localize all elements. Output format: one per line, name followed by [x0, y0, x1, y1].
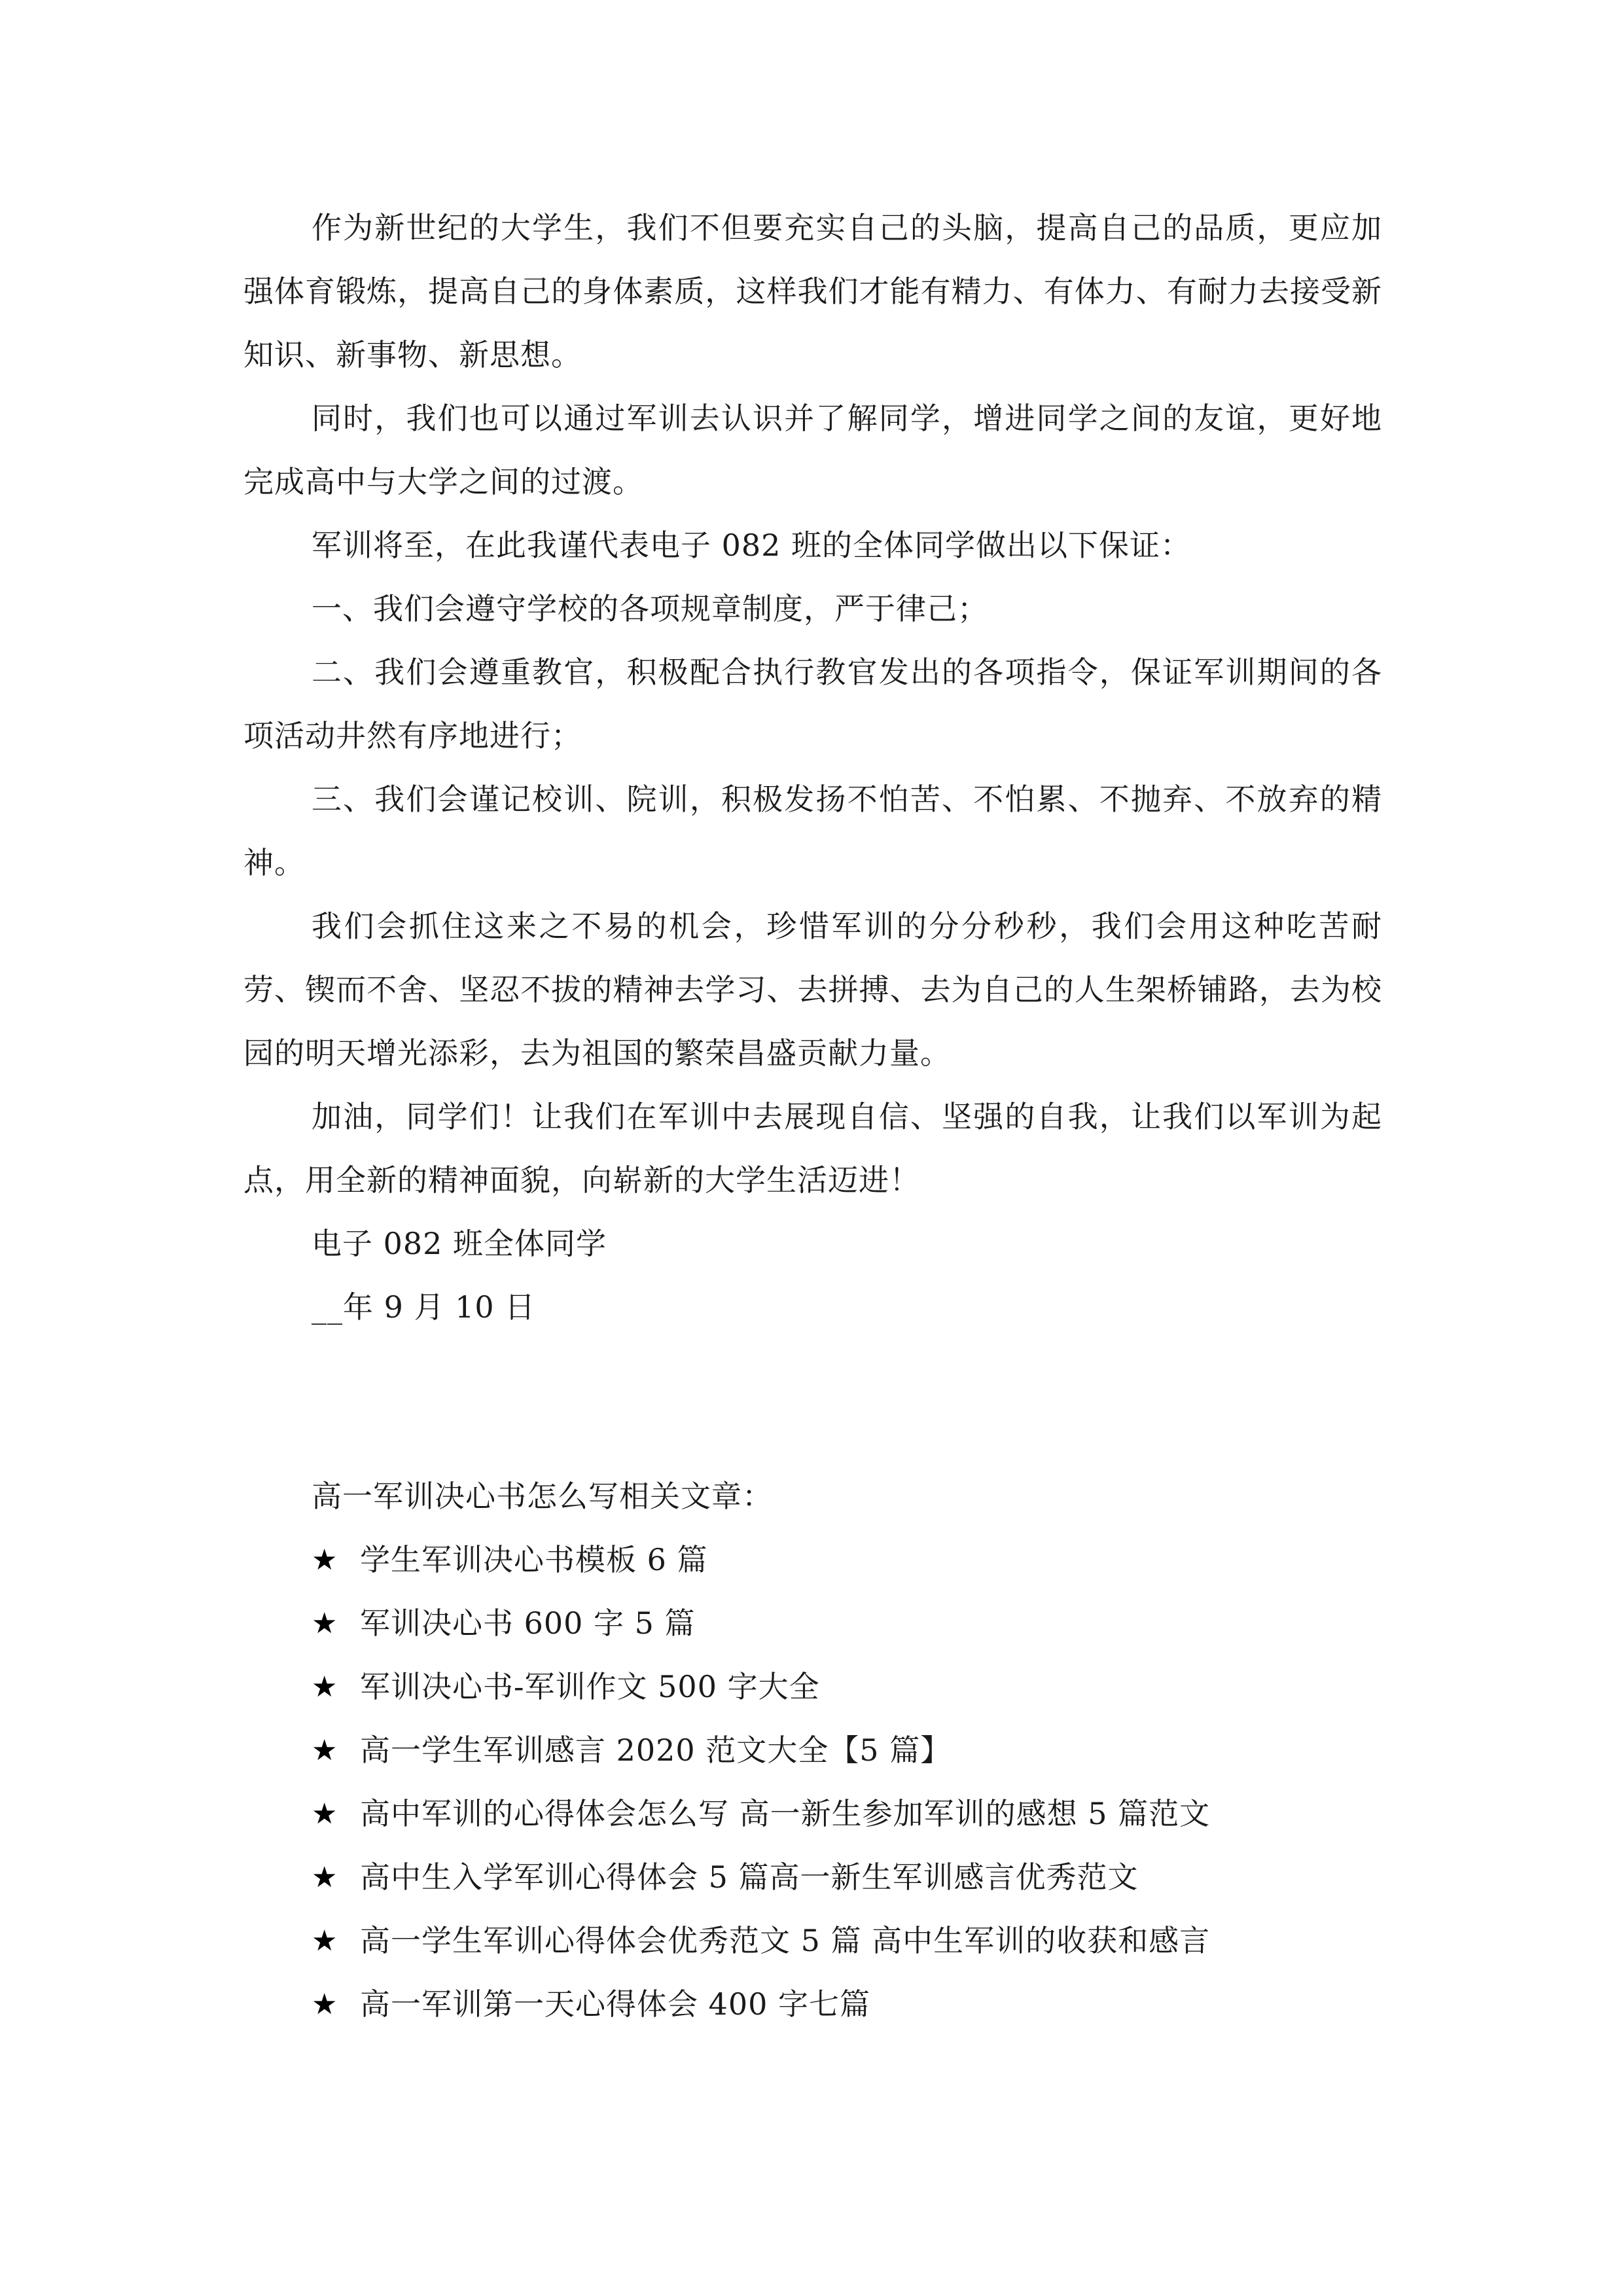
body-paragraph: 我们会抓住这来之不易的机会，珍惜军训的分分秒秒，我们会用这种吃苦耐劳、锲而不舍、坚忍不拔的精神去学习、去拼搏、去为自己的人生架桥铺路，去为校园的明天增光添彩，去为祖国的繁荣昌盛贡献力量。 — [243, 908, 1382, 1071]
related-article-item — [312, 1782, 1382, 1846]
related-article-link[interactable]: 高中军训的心得体会怎么写 高一新生参加军训的感想 5 篇范文 — [360, 1796, 1211, 1831]
related-article-link[interactable]: 高中生入学军训心得体会 5 篇高一新生军训感言优秀范文 — [360, 1859, 1139, 1895]
body-paragraph: 加油，同学们！让我们在军训中去展现自信、坚强的自我，让我们以军训为起点，用全新的精神面貌，向崭新的大学生活迈进！ — [243, 1099, 1382, 1198]
star-icon: ★ — [312, 1543, 338, 1577]
star-icon: ★ — [312, 1797, 338, 1831]
star-icon: ★ — [312, 1861, 338, 1894]
section-spacer — [243, 1339, 1382, 1465]
related-article-item — [312, 1909, 1382, 1973]
related-articles-title: 高一军训决心书怎么写相关文章： — [312, 1479, 773, 1514]
date-line: __年 9 月 10 日 — [312, 1289, 536, 1325]
signature-line: 电子 082 班全体同学 — [312, 1226, 607, 1261]
body-paragraph: 军训将至，在此我谨代表电子 082 班的全体同学做出以下保证： — [312, 528, 1192, 563]
document-content — [243, 196, 1382, 2036]
star-icon: ★ — [312, 1988, 338, 2021]
related-article-link[interactable]: 高一学生军训心得体会优秀范文 5 篇 高中生军训的收获和感言 — [360, 1923, 1211, 1958]
related-article-link[interactable]: 军训决心书 600 字 5 篇 — [360, 1605, 696, 1641]
related-article-link[interactable]: 军训决心书-军训作文 500 字大全 — [360, 1669, 820, 1704]
related-article-item — [312, 1655, 1382, 1719]
star-icon: ★ — [312, 1924, 338, 1958]
related-article-link[interactable]: 高一军训第一天心得体会 400 字七篇 — [360, 1986, 871, 2022]
related-article-item — [312, 1973, 1382, 2036]
pledge-item-3: 三、我们会谨记校训、院训，积极发扬不怕苦、不怕累、不抛弃、不放弃的精神。 — [243, 781, 1382, 880]
related-article-item — [312, 1719, 1382, 1782]
related-article-link[interactable]: 学生军训决心书模板 6 篇 — [360, 1542, 708, 1577]
related-article-link[interactable]: 高一学生军训感言 2020 范文大全【5 篇】 — [360, 1732, 952, 1768]
related-article-item — [312, 1592, 1382, 1655]
related-article-item — [312, 1528, 1382, 1592]
body-paragraph: 同时，我们也可以通过军训去认识并了解同学，增进同学之间的友谊，更好地完成高中与大学之间的过渡。 — [243, 401, 1382, 499]
star-icon: ★ — [312, 1734, 338, 1767]
star-icon: ★ — [312, 1670, 338, 1704]
star-icon: ★ — [312, 1607, 338, 1640]
related-article-item — [312, 1846, 1382, 1909]
related-articles-list — [243, 1528, 1382, 2036]
body-paragraph: 作为新世纪的大学生，我们不但要充实自己的头脑，提高自己的品质，更应加强体育锻炼，提高自己的身体素质，这样我们才能有精力、有体力、有耐力去接受新知识、新事物、新思想。 — [243, 210, 1382, 372]
pledge-item-1: 一、我们会遵守学校的各项规章制度，严于律己； — [312, 591, 988, 626]
pledge-item-2: 二、我们会遵重教官，积极配合执行教官发出的各项指令，保证军训期间的各项活动井然有序地进行； — [243, 655, 1382, 753]
